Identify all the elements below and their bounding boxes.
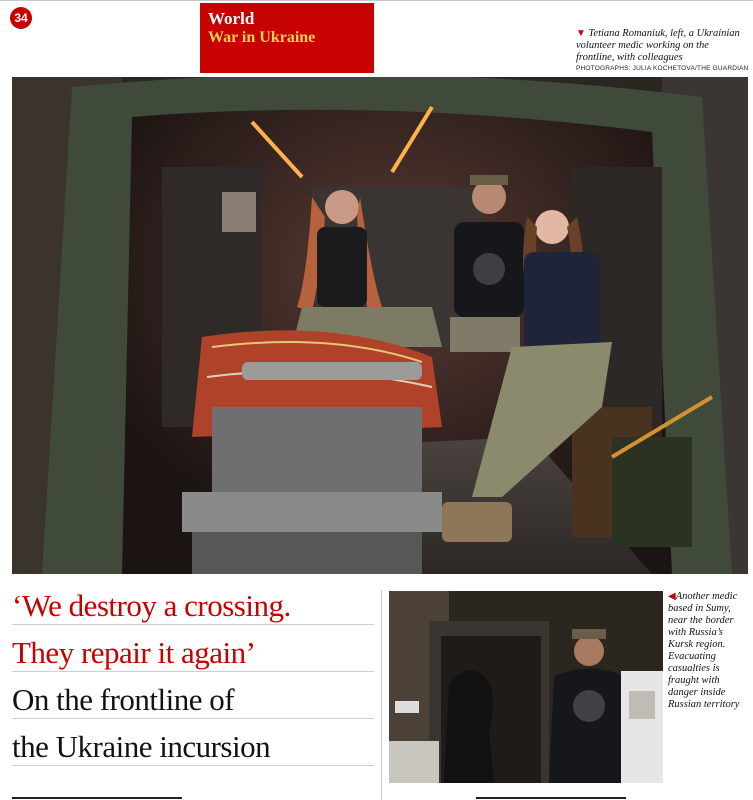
hero-photo-caption [576,28,748,64]
column-divider [381,590,382,800]
section-subtitle: War in Ukraine [208,29,316,46]
section-title: World [208,9,255,28]
bottom-rule-right [476,797,626,799]
section-header [200,3,374,73]
triangle-down-icon: ▼ [576,28,586,39]
top-rule [0,0,753,1]
headline-line-4: the Ukraine incursion [12,729,374,766]
page-number-badge: 34 [10,7,32,29]
side-caption-text: Another medic based in Sumy, near the border with Russia’s Kursk region. Evacuating casualties is fraught with danger inside Russian territory [668,591,740,710]
hero-caption-text: Tetiana Romaniuk, left, a Ukrainian volunteer medic working on the frontline, with colleagues [576,28,740,63]
secondary-photo-caption [668,591,748,711]
secondary-photo [389,591,663,783]
headline-quote-line-2: They repair it again’ [12,635,374,672]
bottom-rule-left [12,797,182,799]
photo-credit: PHOTOGRAPHS: JULIA KOCHETOVA/THE GUARDIAN [576,65,749,72]
triangle-left-icon: ◀ [668,591,676,602]
hero-photo [12,77,748,574]
headline-quote-line-1: ‘We destroy a crossing. [12,588,374,625]
headline-line-3: On the frontline of [12,682,374,719]
headline [12,588,374,776]
